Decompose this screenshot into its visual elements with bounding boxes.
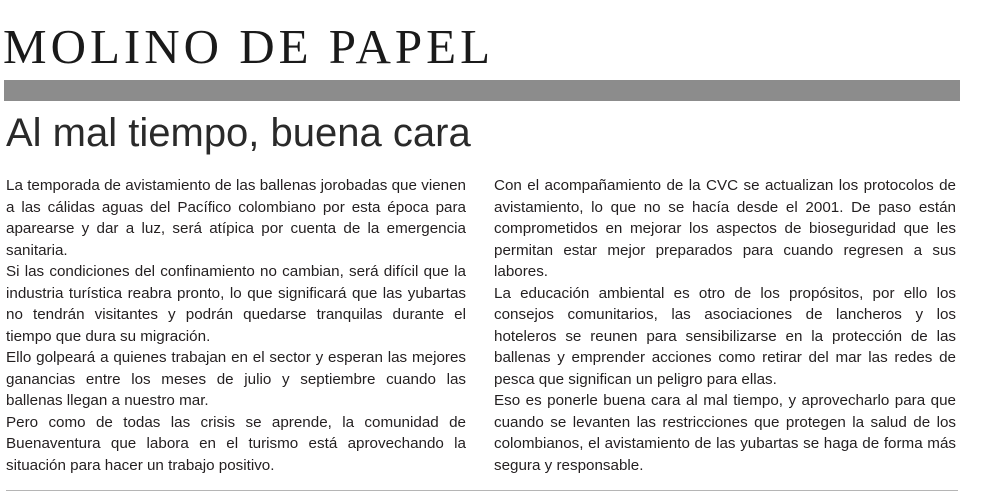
paragraph-left-3: Ello golpeará a quienes trabajan en el sector y esperan las mejores ganancias entre los meses de julio y septiembre cuando las ballenas llegan a nuestro mar.	[6, 349, 466, 409]
paragraph-right-2: La educación ambiental es otro de los propósitos, por ello los consejos comunitarios, las asociaciones de lancheros y los hoteleros se reunen para sensibilizarse en la protección de las ballenas y emprender acciones como retirar del mar las redes de pesca que significan un peligro para ellas.	[494, 284, 956, 388]
paragraph-right-3: Eso es ponerle buena cara al mal tiempo, y aprovecharlo para que cuando se levanten las restricciones que protegen la salud de los colombianos, el avistamiento de las yubartas se haga de forma más segura y responsable.	[494, 392, 956, 474]
section-title: MOLINO DE PAPEL	[3, 19, 495, 74]
paragraph-left-4: Pero como de todas las crisis se aprende, la comunidad de Buenaventura que labora en el turismo está aprovechando la situación para hacer un trabajo positivo.	[6, 413, 466, 474]
article-headline: Al mal tiempo, buena cara	[6, 111, 471, 155]
section-divider-bar	[4, 80, 960, 101]
paragraph-left-2: Si las condiciones del confinamiento no cambian, será difícil que la industria turística reabra pronto, lo que significará que las yubartas no tendrán visitantes y podrán quedarse tranquilas durante el tiempo que dura su migración.	[6, 263, 466, 345]
article-left-column	[6, 175, 466, 476]
paragraph-left-1: La temporada de avistamiento de las ballenas jorobadas que vienen a las cálidas aguas del Pacífico colombiano por esta época para aparearse y dar a luz, será atípica por cuenta de la emergencia sanitaria.	[6, 177, 466, 259]
article-right-column	[494, 175, 956, 476]
bottom-divider	[6, 490, 958, 491]
paragraph-right-1: Con el acompañamiento de la CVC se actualizan los protocolos de avistamiento, lo que no se hacía desde el 2001. De paso están comprometidos en mejorar los aspectos de bioseguridad que les permitan estar mejor preparados para cuando regresen a sus labores.	[494, 177, 956, 280]
